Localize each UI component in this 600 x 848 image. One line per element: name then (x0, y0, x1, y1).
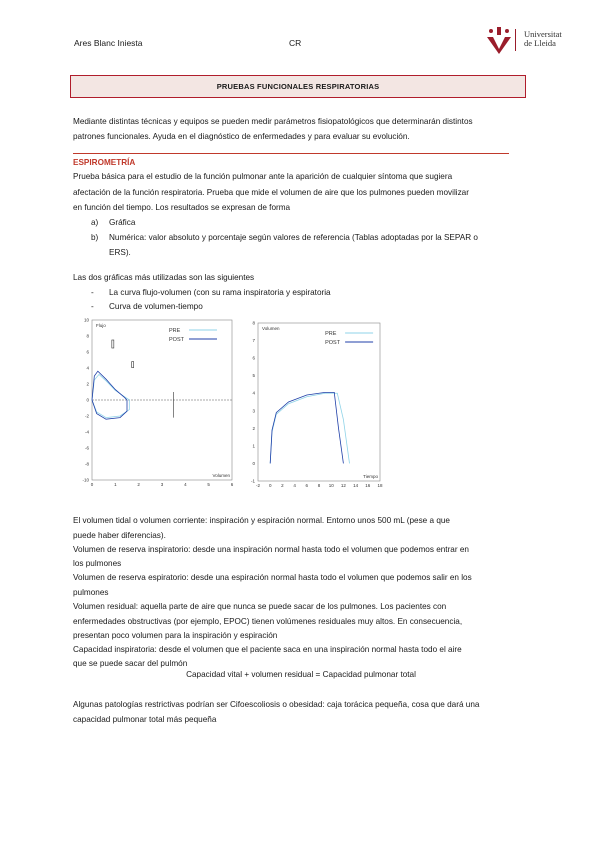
series-post-inspiratory (92, 400, 127, 419)
series-post-curve (270, 392, 343, 463)
y-tick-label: -8 (84, 461, 89, 467)
legend-label: POST (169, 337, 184, 343)
x-tick-label: 16 (365, 483, 371, 488)
espirometria-line-3: en función del tiempo. Los resultados se expresan de forma (73, 203, 291, 212)
list-text: Curva de volumen-tiempo (109, 302, 203, 311)
x-tick-label: 6 (305, 483, 309, 488)
logo-line-2: de Lleida (524, 38, 556, 48)
y-tick-label: 2 (86, 381, 89, 387)
legend-label: PRE (325, 331, 337, 337)
legend-label: POST (325, 340, 341, 346)
y-tick-label: 6 (86, 349, 89, 355)
marker-box (132, 362, 134, 368)
x-tick-label: 18 (377, 483, 383, 488)
y-tick-label: 1 (252, 443, 255, 449)
def-vre-1: Volumen de reserva espiratorio: desde una espiración normal hasta todo el volumen que podemos salir en los (73, 573, 472, 582)
document-title: PRUEBAS FUNCIONALES RESPIRATORIAS (70, 75, 526, 98)
intro-line-1: Mediante distintas técnicas y equipos se pueden medir parámetros fisiopatológicos que determinarán distintos (73, 117, 473, 126)
x-axis-label: Volumen (212, 473, 230, 478)
y-tick-label: 0 (86, 397, 89, 403)
marker-box (112, 340, 114, 348)
x-tick-label: 0 (268, 483, 272, 488)
list-item (109, 245, 131, 261)
list-text: La curva flujo-volumen (con su rama inspiratoria y espiratoria (109, 288, 331, 297)
header-author: Ares Blanc Iniesta (74, 38, 143, 48)
section-heading-espirometria: ESPIROMETRÍA (73, 158, 136, 167)
y-tick-label: 4 (252, 390, 255, 396)
y-tick-label: 0 (252, 460, 255, 466)
x-tick-label: 14 (353, 483, 359, 488)
y-tick-label: 6 (252, 355, 255, 361)
intro-line-2: patrones funcionales. Ayuda en el diagnóstico de enfermedades y para evaluar su evolución. (73, 132, 410, 141)
flow-volume-chart (70, 315, 240, 490)
list-text: Numérica: valor absoluto y porcentaje según valores de referencia (Tablas adoptadas por la SEPAR o (109, 233, 478, 242)
def-vre-2: pulmones (73, 588, 109, 597)
list-text: Gráfica (109, 218, 136, 227)
closing-line-1: Algunas patologías restrictivas podrían ser Cifoescoliosis o obesidad: caja torácica pequeña, cosa que dará una (73, 700, 480, 709)
x-tick-label: 10 (328, 483, 334, 488)
series-pre-curve (270, 393, 349, 463)
y-axis-label: Volumen (262, 326, 280, 331)
plot-frame (258, 323, 380, 481)
legend-label: PRE (169, 328, 181, 334)
def-vri-2: los pulmones (73, 559, 122, 568)
series-post-expiratory (92, 371, 127, 400)
y-tick-label: -6 (84, 445, 89, 451)
x-tick-label: 3 (160, 482, 164, 487)
x-tick-label: 4 (293, 483, 296, 488)
y-tick-label: 4 (86, 365, 89, 371)
list-text: ERS). (109, 248, 131, 257)
def-vr-1: Volumen residual: aquella parte de aire que nunca se puede sacar de los pulmones. Los pacientes con (73, 602, 447, 611)
def-tidal-text: El volumen tidal o volumen corriente: inspiración y espiración normal. Entorno unos 500 mL (pese a que (73, 516, 450, 525)
x-tick-label: 5 (207, 482, 210, 487)
y-tick-label: 2 (252, 425, 255, 431)
y-tick-label: 8 (86, 333, 89, 339)
list-item (91, 215, 136, 231)
def-ci-2: que se puede sacar del pulmón (73, 659, 188, 668)
y-tick-label: -1 (250, 478, 255, 484)
volume-time-chart (240, 315, 390, 490)
y-tick-label: -4 (84, 429, 89, 435)
x-tick-label: 2 (137, 482, 140, 487)
list-marker: b) (91, 233, 99, 242)
graphs-intro: Las dos gráficas más utilizadas son las siguientes (73, 273, 255, 282)
y-tick-label: 3 (252, 408, 255, 414)
series-pre-inspiratory (92, 400, 129, 418)
logo-line-1: Universitat (524, 29, 562, 39)
y-tick-label: -2 (84, 413, 89, 419)
closing-line-2: capacidad pulmonar total más pequeña (73, 715, 217, 724)
list-item (91, 230, 478, 246)
def-vr-2: enfermedades obstructivas (por ejemplo, EPOC) tienen volúmenes residuales muy altos. En consecuencia, (73, 617, 463, 626)
capacity-formula: Capacidad vital + volumen residual = Capacidad pulmonar total (186, 670, 416, 679)
x-tick-label: 4 (184, 482, 187, 487)
logo-text (524, 30, 562, 48)
y-tick-label: 8 (252, 320, 255, 326)
series-pre-expiratory (92, 374, 129, 400)
x-tick-label: 1 (114, 482, 117, 487)
list-marker: - (91, 302, 94, 311)
def-vr-3: presentan poco volumen para la inspiración y espiración (73, 631, 278, 640)
x-tick-label: 0 (90, 482, 94, 487)
x-tick-label: 2 (281, 483, 284, 488)
def-ci-1: Capacidad inspiratoria: desde el volumen que el paciente saca en una inspiración normal hasta todo el aire (73, 645, 462, 654)
list-marker: - (91, 288, 94, 297)
y-tick-label: -10 (82, 477, 89, 483)
espirometria-line-1: Prueba básica para el estudio de la función pulmonar ante la aparición de cualquier síntoma que sugiera (73, 172, 453, 181)
espirometria-line-2: afectación de la función respiratoria. Prueba que mide el volumen de aire que los pulmones pueden movilizar (73, 188, 469, 197)
header-code: CR (289, 38, 302, 48)
y-tick-label: 10 (83, 317, 89, 323)
y-axis-label: Flujo (96, 323, 106, 328)
def-vri-1: Volumen de reserva inspiratorio: desde una inspiración normal hasta todo el volumen que podemos entrar en (73, 545, 469, 554)
def-tidal-1 (73, 513, 529, 529)
def-tidal-2: puede haber diferencias). (73, 531, 166, 540)
x-tick-label: 6 (230, 482, 234, 487)
x-tick-label: 8 (317, 483, 321, 488)
x-tick-label: 12 (340, 483, 346, 488)
list-marker: a) (91, 218, 99, 227)
y-tick-label: 5 (252, 373, 255, 379)
x-tick-label: -2 (255, 483, 261, 488)
x-axis-label: Tiempo (363, 474, 378, 479)
list-item (91, 299, 203, 315)
section-divider (73, 153, 509, 154)
y-tick-label: 7 (252, 338, 255, 344)
